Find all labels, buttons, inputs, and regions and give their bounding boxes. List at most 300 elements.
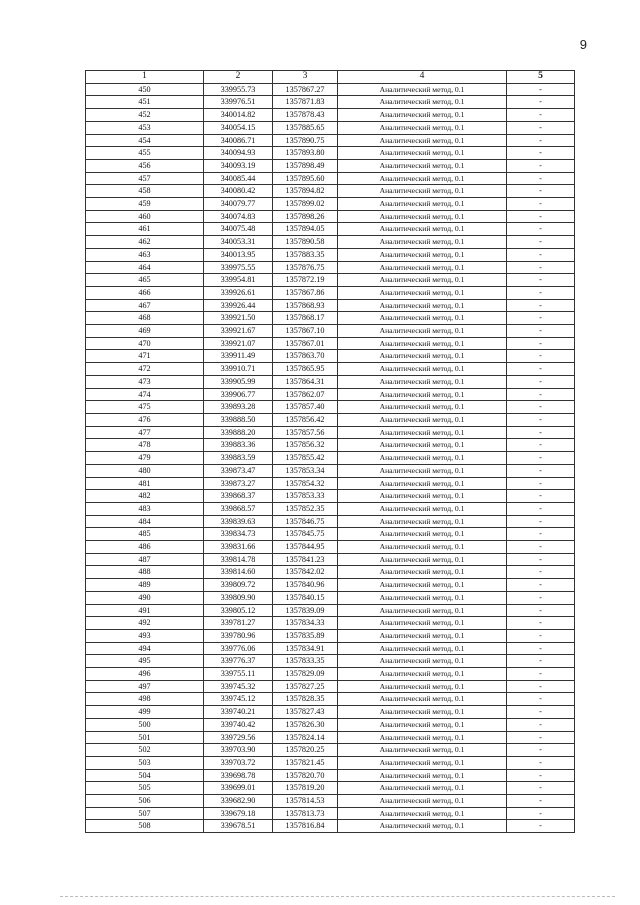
x-coordinate-cell: 340093.19 bbox=[204, 159, 273, 172]
method-accuracy-cell: Аналитический метод, 0.1 bbox=[338, 147, 507, 160]
y-coordinate-cell: 1357840.15 bbox=[273, 591, 338, 604]
x-coordinate-cell: 340080.42 bbox=[204, 185, 273, 198]
x-coordinate-cell: 339814.78 bbox=[204, 553, 273, 566]
method-accuracy-cell: Аналитический метод, 0.1 bbox=[338, 274, 507, 287]
note-cell: - bbox=[507, 96, 575, 109]
note-cell: - bbox=[507, 413, 575, 426]
table-row bbox=[86, 83, 575, 96]
method-accuracy-cell: Аналитический метод, 0.1 bbox=[338, 795, 507, 808]
note-cell: - bbox=[507, 147, 575, 160]
x-coordinate-cell: 339809.72 bbox=[204, 579, 273, 592]
x-coordinate-cell: 340075.48 bbox=[204, 223, 273, 236]
table-row bbox=[86, 782, 575, 795]
x-coordinate-cell: 339893.28 bbox=[204, 401, 273, 414]
point-number-cell: 475 bbox=[86, 401, 204, 414]
point-number-cell: 490 bbox=[86, 591, 204, 604]
y-coordinate-cell: 1357841.23 bbox=[273, 553, 338, 566]
x-coordinate-cell: 339921.67 bbox=[204, 325, 273, 338]
note-cell: - bbox=[507, 312, 575, 325]
note-cell: - bbox=[507, 820, 575, 833]
point-number-cell: 507 bbox=[86, 807, 204, 820]
point-number-cell: 469 bbox=[86, 325, 204, 338]
y-coordinate-cell: 1357857.40 bbox=[273, 401, 338, 414]
method-accuracy-cell: Аналитический метод, 0.1 bbox=[338, 477, 507, 490]
table-row bbox=[86, 693, 575, 706]
method-accuracy-cell: Аналитический метод, 0.1 bbox=[338, 363, 507, 376]
y-coordinate-cell: 1357890.58 bbox=[273, 236, 338, 249]
x-coordinate-cell: 340014.82 bbox=[204, 109, 273, 122]
note-cell: - bbox=[507, 350, 575, 363]
table-row bbox=[86, 337, 575, 350]
x-coordinate-cell: 339834.73 bbox=[204, 528, 273, 541]
point-number-cell: 468 bbox=[86, 312, 204, 325]
table-row bbox=[86, 515, 575, 528]
note-cell: - bbox=[507, 363, 575, 376]
x-coordinate-cell: 339905.99 bbox=[204, 375, 273, 388]
point-number-cell: 486 bbox=[86, 541, 204, 554]
method-accuracy-cell: Аналитический метод, 0.1 bbox=[338, 693, 507, 706]
x-coordinate-cell: 339814.60 bbox=[204, 566, 273, 579]
method-accuracy-cell: Аналитический метод, 0.1 bbox=[338, 375, 507, 388]
note-cell: - bbox=[507, 604, 575, 617]
point-number-cell: 502 bbox=[86, 744, 204, 757]
table-row bbox=[86, 159, 575, 172]
point-number-cell: 457 bbox=[86, 172, 204, 185]
method-accuracy-cell: Аналитический метод, 0.1 bbox=[338, 617, 507, 630]
y-coordinate-cell: 1357845.75 bbox=[273, 528, 338, 541]
method-accuracy-cell: Аналитический метод, 0.1 bbox=[338, 388, 507, 401]
x-coordinate-cell: 339883.36 bbox=[204, 439, 273, 452]
table-row bbox=[86, 401, 575, 414]
table-row bbox=[86, 134, 575, 147]
table-row bbox=[86, 96, 575, 109]
point-number-cell: 466 bbox=[86, 286, 204, 299]
note-cell: - bbox=[507, 185, 575, 198]
point-number-cell: 463 bbox=[86, 248, 204, 261]
x-coordinate-cell: 339910.71 bbox=[204, 363, 273, 376]
table-row bbox=[86, 375, 575, 388]
table-row bbox=[86, 617, 575, 630]
x-coordinate-cell: 339740.21 bbox=[204, 706, 273, 719]
x-coordinate-cell: 340086.71 bbox=[204, 134, 273, 147]
y-coordinate-cell: 1357842.02 bbox=[273, 566, 338, 579]
note-cell: - bbox=[507, 566, 575, 579]
note-cell: - bbox=[507, 756, 575, 769]
table-row bbox=[86, 591, 575, 604]
table-row bbox=[86, 223, 575, 236]
point-number-cell: 485 bbox=[86, 528, 204, 541]
note-cell: - bbox=[507, 452, 575, 465]
point-number-cell: 505 bbox=[86, 782, 204, 795]
note-cell: - bbox=[507, 337, 575, 350]
method-accuracy-cell: Аналитический метод, 0.1 bbox=[338, 413, 507, 426]
method-accuracy-cell: Аналитический метод, 0.1 bbox=[338, 198, 507, 211]
note-cell: - bbox=[507, 477, 575, 490]
table-row bbox=[86, 299, 575, 312]
y-coordinate-cell: 1357834.33 bbox=[273, 617, 338, 630]
y-coordinate-cell: 1357846.75 bbox=[273, 515, 338, 528]
y-coordinate-cell: 1357867.10 bbox=[273, 325, 338, 338]
table-row bbox=[86, 553, 575, 566]
point-number-cell: 483 bbox=[86, 502, 204, 515]
point-number-cell: 492 bbox=[86, 617, 204, 630]
method-accuracy-cell: Аналитический метод, 0.1 bbox=[338, 337, 507, 350]
y-coordinate-cell: 1357863.70 bbox=[273, 350, 338, 363]
y-coordinate-cell: 1357856.32 bbox=[273, 439, 338, 452]
note-cell: - bbox=[507, 274, 575, 287]
note-cell: - bbox=[507, 172, 575, 185]
coordinates-table bbox=[85, 70, 575, 833]
method-accuracy-cell: Аналитический метод, 0.1 bbox=[338, 528, 507, 541]
table-row bbox=[86, 350, 575, 363]
x-coordinate-cell: 339780.96 bbox=[204, 629, 273, 642]
column-header-1: 1 bbox=[86, 71, 204, 84]
y-coordinate-cell: 1357853.33 bbox=[273, 490, 338, 503]
note-cell: - bbox=[507, 769, 575, 782]
table-row bbox=[86, 439, 575, 452]
x-coordinate-cell: 339755.11 bbox=[204, 668, 273, 681]
table-row bbox=[86, 807, 575, 820]
table-row bbox=[86, 109, 575, 122]
y-coordinate-cell: 1357894.05 bbox=[273, 223, 338, 236]
note-cell: - bbox=[507, 299, 575, 312]
note-cell: - bbox=[507, 718, 575, 731]
y-coordinate-cell: 1357833.35 bbox=[273, 655, 338, 668]
y-coordinate-cell: 1357883.35 bbox=[273, 248, 338, 261]
point-number-cell: 494 bbox=[86, 642, 204, 655]
note-cell: - bbox=[507, 591, 575, 604]
point-number-cell: 472 bbox=[86, 363, 204, 376]
y-coordinate-cell: 1357840.96 bbox=[273, 579, 338, 592]
table-row bbox=[86, 642, 575, 655]
table-row bbox=[86, 210, 575, 223]
y-coordinate-cell: 1357868.93 bbox=[273, 299, 338, 312]
point-number-cell: 450 bbox=[86, 83, 204, 96]
y-coordinate-cell: 1357827.43 bbox=[273, 706, 338, 719]
x-coordinate-cell: 339831.66 bbox=[204, 541, 273, 554]
method-accuracy-cell: Аналитический метод, 0.1 bbox=[338, 820, 507, 833]
note-cell: - bbox=[507, 782, 575, 795]
x-coordinate-cell: 339678.51 bbox=[204, 820, 273, 833]
point-number-cell: 479 bbox=[86, 452, 204, 465]
table-row bbox=[86, 769, 575, 782]
note-cell: - bbox=[507, 515, 575, 528]
x-coordinate-cell: 339954.81 bbox=[204, 274, 273, 287]
point-number-cell: 478 bbox=[86, 439, 204, 452]
table-row bbox=[86, 744, 575, 757]
note-cell: - bbox=[507, 388, 575, 401]
table-row bbox=[86, 274, 575, 287]
column-header-4: 4 bbox=[338, 71, 507, 84]
y-coordinate-cell: 1357824.14 bbox=[273, 731, 338, 744]
method-accuracy-cell: Аналитический метод, 0.1 bbox=[338, 312, 507, 325]
point-number-cell: 484 bbox=[86, 515, 204, 528]
method-accuracy-cell: Аналитический метод, 0.1 bbox=[338, 261, 507, 274]
column-header-3: 3 bbox=[273, 71, 338, 84]
table-row bbox=[86, 286, 575, 299]
table-row bbox=[86, 680, 575, 693]
method-accuracy-cell: Аналитический метод, 0.1 bbox=[338, 782, 507, 795]
y-coordinate-cell: 1357894.82 bbox=[273, 185, 338, 198]
note-cell: - bbox=[507, 236, 575, 249]
y-coordinate-cell: 1357878.43 bbox=[273, 109, 338, 122]
table-row bbox=[86, 413, 575, 426]
note-cell: - bbox=[507, 401, 575, 414]
y-coordinate-cell: 1357867.86 bbox=[273, 286, 338, 299]
x-coordinate-cell: 339883.59 bbox=[204, 452, 273, 465]
x-coordinate-cell: 340079.77 bbox=[204, 198, 273, 211]
table-row bbox=[86, 718, 575, 731]
y-coordinate-cell: 1357868.17 bbox=[273, 312, 338, 325]
y-coordinate-cell: 1357864.31 bbox=[273, 375, 338, 388]
y-coordinate-cell: 1357867.01 bbox=[273, 337, 338, 350]
table-row bbox=[86, 312, 575, 325]
method-accuracy-cell: Аналитический метод, 0.1 bbox=[338, 286, 507, 299]
x-coordinate-cell: 339888.50 bbox=[204, 413, 273, 426]
y-coordinate-cell: 1357839.09 bbox=[273, 604, 338, 617]
x-coordinate-cell: 339699.01 bbox=[204, 782, 273, 795]
table-row bbox=[86, 452, 575, 465]
point-number-cell: 470 bbox=[86, 337, 204, 350]
method-accuracy-cell: Аналитический метод, 0.1 bbox=[338, 401, 507, 414]
table-row bbox=[86, 528, 575, 541]
y-coordinate-cell: 1357820.25 bbox=[273, 744, 338, 757]
note-cell: - bbox=[507, 617, 575, 630]
table-row bbox=[86, 541, 575, 554]
point-number-cell: 464 bbox=[86, 261, 204, 274]
point-number-cell: 500 bbox=[86, 718, 204, 731]
method-accuracy-cell: Аналитический метод, 0.1 bbox=[338, 134, 507, 147]
y-coordinate-cell: 1357844.95 bbox=[273, 541, 338, 554]
y-coordinate-cell: 1357867.27 bbox=[273, 83, 338, 96]
method-accuracy-cell: Аналитический метод, 0.1 bbox=[338, 629, 507, 642]
note-cell: - bbox=[507, 325, 575, 338]
note-cell: - bbox=[507, 121, 575, 134]
x-coordinate-cell: 339921.07 bbox=[204, 337, 273, 350]
method-accuracy-cell: Аналитический метод, 0.1 bbox=[338, 236, 507, 249]
point-number-cell: 451 bbox=[86, 96, 204, 109]
method-accuracy-cell: Аналитический метод, 0.1 bbox=[338, 668, 507, 681]
y-coordinate-cell: 1357834.91 bbox=[273, 642, 338, 655]
note-cell: - bbox=[507, 261, 575, 274]
y-coordinate-cell: 1357852.35 bbox=[273, 502, 338, 515]
method-accuracy-cell: Аналитический метод, 0.1 bbox=[338, 159, 507, 172]
table-row bbox=[86, 604, 575, 617]
table-row bbox=[86, 629, 575, 642]
method-accuracy-cell: Аналитический метод, 0.1 bbox=[338, 731, 507, 744]
method-accuracy-cell: Аналитический метод, 0.1 bbox=[338, 325, 507, 338]
x-coordinate-cell: 339926.44 bbox=[204, 299, 273, 312]
method-accuracy-cell: Аналитический метод, 0.1 bbox=[338, 439, 507, 452]
y-coordinate-cell: 1357865.95 bbox=[273, 363, 338, 376]
y-coordinate-cell: 1357885.65 bbox=[273, 121, 338, 134]
note-cell: - bbox=[507, 795, 575, 808]
table-row bbox=[86, 325, 575, 338]
y-coordinate-cell: 1357898.49 bbox=[273, 159, 338, 172]
y-coordinate-cell: 1357862.07 bbox=[273, 388, 338, 401]
method-accuracy-cell: Аналитический метод, 0.1 bbox=[338, 591, 507, 604]
point-number-cell: 462 bbox=[86, 236, 204, 249]
x-coordinate-cell: 339698.78 bbox=[204, 769, 273, 782]
y-coordinate-cell: 1357876.75 bbox=[273, 261, 338, 274]
x-coordinate-cell: 339868.57 bbox=[204, 502, 273, 515]
note-cell: - bbox=[507, 134, 575, 147]
x-coordinate-cell: 339976.51 bbox=[204, 96, 273, 109]
table-row bbox=[86, 464, 575, 477]
method-accuracy-cell: Аналитический метод, 0.1 bbox=[338, 756, 507, 769]
method-accuracy-cell: Аналитический метод, 0.1 bbox=[338, 185, 507, 198]
note-cell: - bbox=[507, 223, 575, 236]
table-row bbox=[86, 756, 575, 769]
point-number-cell: 471 bbox=[86, 350, 204, 363]
note-cell: - bbox=[507, 375, 575, 388]
x-coordinate-cell: 339839.63 bbox=[204, 515, 273, 528]
y-coordinate-cell: 1357829.09 bbox=[273, 668, 338, 681]
table-row bbox=[86, 236, 575, 249]
point-number-cell: 482 bbox=[86, 490, 204, 503]
x-coordinate-cell: 339776.37 bbox=[204, 655, 273, 668]
method-accuracy-cell: Аналитический метод, 0.1 bbox=[338, 490, 507, 503]
y-coordinate-cell: 1357871.83 bbox=[273, 96, 338, 109]
point-number-cell: 506 bbox=[86, 795, 204, 808]
note-cell: - bbox=[507, 464, 575, 477]
table-row bbox=[86, 477, 575, 490]
table-row bbox=[86, 820, 575, 833]
y-coordinate-cell: 1357814.53 bbox=[273, 795, 338, 808]
point-number-cell: 452 bbox=[86, 109, 204, 122]
point-number-cell: 497 bbox=[86, 680, 204, 693]
x-coordinate-cell: 339911.49 bbox=[204, 350, 273, 363]
method-accuracy-cell: Аналитический метод, 0.1 bbox=[338, 248, 507, 261]
table-row bbox=[86, 706, 575, 719]
table-row bbox=[86, 731, 575, 744]
method-accuracy-cell: Аналитический метод, 0.1 bbox=[338, 223, 507, 236]
note-cell: - bbox=[507, 655, 575, 668]
note-cell: - bbox=[507, 109, 575, 122]
y-coordinate-cell: 1357813.73 bbox=[273, 807, 338, 820]
table-row bbox=[86, 426, 575, 439]
x-coordinate-cell: 340013.95 bbox=[204, 248, 273, 261]
point-number-cell: 481 bbox=[86, 477, 204, 490]
note-cell: - bbox=[507, 210, 575, 223]
note-cell: - bbox=[507, 286, 575, 299]
table-row bbox=[86, 579, 575, 592]
x-coordinate-cell: 339868.37 bbox=[204, 490, 273, 503]
table-row bbox=[86, 668, 575, 681]
note-cell: - bbox=[507, 553, 575, 566]
method-accuracy-cell: Аналитический метод, 0.1 bbox=[338, 96, 507, 109]
point-number-cell: 473 bbox=[86, 375, 204, 388]
table-row bbox=[86, 172, 575, 185]
point-number-cell: 493 bbox=[86, 629, 204, 642]
y-coordinate-cell: 1357854.32 bbox=[273, 477, 338, 490]
table-row bbox=[86, 655, 575, 668]
method-accuracy-cell: Аналитический метод, 0.1 bbox=[338, 172, 507, 185]
table-row bbox=[86, 248, 575, 261]
point-number-cell: 498 bbox=[86, 693, 204, 706]
x-coordinate-cell: 339955.73 bbox=[204, 83, 273, 96]
point-number-cell: 455 bbox=[86, 147, 204, 160]
y-coordinate-cell: 1357819.20 bbox=[273, 782, 338, 795]
method-accuracy-cell: Аналитический метод, 0.1 bbox=[338, 655, 507, 668]
point-number-cell: 460 bbox=[86, 210, 204, 223]
note-cell: - bbox=[507, 680, 575, 693]
point-number-cell: 487 bbox=[86, 553, 204, 566]
y-coordinate-cell: 1357872.19 bbox=[273, 274, 338, 287]
y-coordinate-cell: 1357853.34 bbox=[273, 464, 338, 477]
note-cell: - bbox=[507, 502, 575, 515]
x-coordinate-cell: 339740.42 bbox=[204, 718, 273, 731]
method-accuracy-cell: Аналитический метод, 0.1 bbox=[338, 642, 507, 655]
point-number-cell: 476 bbox=[86, 413, 204, 426]
x-coordinate-cell: 339703.90 bbox=[204, 744, 273, 757]
y-coordinate-cell: 1357828.35 bbox=[273, 693, 338, 706]
note-cell: - bbox=[507, 426, 575, 439]
x-coordinate-cell: 339745.12 bbox=[204, 693, 273, 706]
footer-divider bbox=[60, 896, 615, 897]
point-number-cell: 467 bbox=[86, 299, 204, 312]
table-row bbox=[86, 185, 575, 198]
method-accuracy-cell: Аналитический метод, 0.1 bbox=[338, 350, 507, 363]
method-accuracy-cell: Аналитический метод, 0.1 bbox=[338, 680, 507, 693]
x-coordinate-cell: 339679.18 bbox=[204, 807, 273, 820]
point-number-cell: 454 bbox=[86, 134, 204, 147]
method-accuracy-cell: Аналитический метод, 0.1 bbox=[338, 121, 507, 134]
x-coordinate-cell: 339873.47 bbox=[204, 464, 273, 477]
y-coordinate-cell: 1357899.02 bbox=[273, 198, 338, 211]
point-number-cell: 477 bbox=[86, 426, 204, 439]
method-accuracy-cell: Аналитический метод, 0.1 bbox=[338, 604, 507, 617]
y-coordinate-cell: 1357820.70 bbox=[273, 769, 338, 782]
note-cell: - bbox=[507, 744, 575, 757]
x-coordinate-cell: 339805.12 bbox=[204, 604, 273, 617]
x-coordinate-cell: 340085.44 bbox=[204, 172, 273, 185]
note-cell: - bbox=[507, 528, 575, 541]
x-coordinate-cell: 339682.90 bbox=[204, 795, 273, 808]
method-accuracy-cell: Аналитический метод, 0.1 bbox=[338, 426, 507, 439]
point-number-cell: 480 bbox=[86, 464, 204, 477]
method-accuracy-cell: Аналитический метод, 0.1 bbox=[338, 109, 507, 122]
point-number-cell: 453 bbox=[86, 121, 204, 134]
x-coordinate-cell: 339975.55 bbox=[204, 261, 273, 274]
table-row bbox=[86, 566, 575, 579]
note-cell: - bbox=[507, 668, 575, 681]
table-header bbox=[86, 71, 575, 84]
point-number-cell: 488 bbox=[86, 566, 204, 579]
method-accuracy-cell: Аналитический метод, 0.1 bbox=[338, 515, 507, 528]
x-coordinate-cell: 339926.61 bbox=[204, 286, 273, 299]
note-cell: - bbox=[507, 490, 575, 503]
x-coordinate-cell: 339776.06 bbox=[204, 642, 273, 655]
point-number-cell: 491 bbox=[86, 604, 204, 617]
point-number-cell: 504 bbox=[86, 769, 204, 782]
method-accuracy-cell: Аналитический метод, 0.1 bbox=[338, 502, 507, 515]
y-coordinate-cell: 1357857.56 bbox=[273, 426, 338, 439]
x-coordinate-cell: 339873.27 bbox=[204, 477, 273, 490]
note-cell: - bbox=[507, 83, 575, 96]
method-accuracy-cell: Аналитический метод, 0.1 bbox=[338, 210, 507, 223]
point-number-cell: 508 bbox=[86, 820, 204, 833]
y-coordinate-cell: 1357821.45 bbox=[273, 756, 338, 769]
point-number-cell: 465 bbox=[86, 274, 204, 287]
note-cell: - bbox=[507, 693, 575, 706]
table-row bbox=[86, 795, 575, 808]
note-cell: - bbox=[507, 579, 575, 592]
table-row bbox=[86, 198, 575, 211]
method-accuracy-cell: Аналитический метод, 0.1 bbox=[338, 566, 507, 579]
x-coordinate-cell: 339906.77 bbox=[204, 388, 273, 401]
note-cell: - bbox=[507, 629, 575, 642]
